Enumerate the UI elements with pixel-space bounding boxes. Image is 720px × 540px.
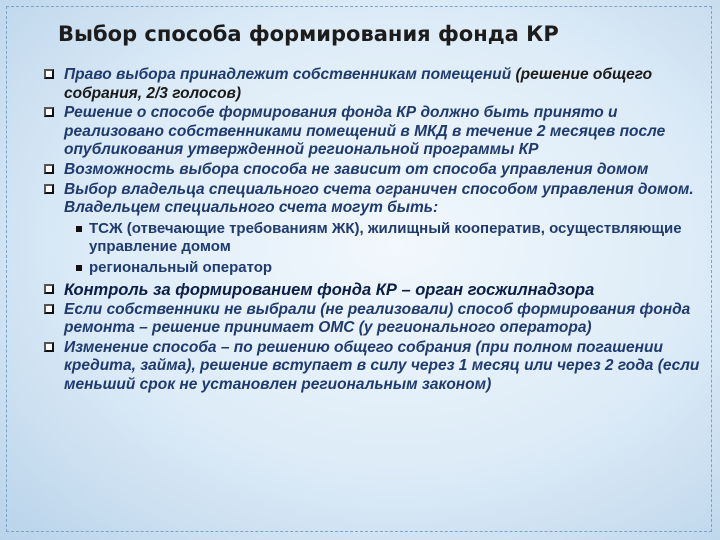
square-bullet-icon — [76, 226, 82, 232]
checkbox-bullet-icon — [44, 164, 54, 174]
bullet-text: Выбор владельца специального счета ограничен способом управления домом. Владельцем специального счета могут быть: — [64, 180, 694, 217]
bullet-item — [44, 161, 704, 180]
checkbox-bullet-icon — [44, 342, 54, 352]
sub-bullet-item — [44, 220, 704, 257]
sub-bullet-text: ТСЖ (отвечающие требованиям ЖК), жилищный кооператив, осуществляющие управление домом — [89, 219, 682, 256]
bullet-text: Решение о способе формирования фонда КР должно быть принято и реализовано собственниками помещений в МКД в течение 2 месяцев после опубликования утвержденной региональной программы КР — [64, 104, 666, 159]
bullet-text: Изменение способа – по решению общего собрания (при полном погашении кредита, займа), решение вступает в силу через 1 месяц или через 2 года (если меньший срок не установлен региональным законом) — [64, 338, 700, 393]
slide-title: Выбор способа формирования фонда КР — [58, 22, 559, 46]
bullet-item — [44, 66, 704, 103]
bullet-lead: Право выбора принадлежит собственникам помещений — [64, 66, 512, 83]
bullet-text: Если собственники не выбрали (не реализовали) способ формирования фонда ремонта – решение принимает ОМС (у регионального оператора) — [64, 300, 691, 337]
checkbox-bullet-icon — [44, 69, 54, 79]
bullet-text: Возможность выбора способа не зависит от способа управления домом — [64, 160, 649, 178]
bullet-item — [44, 301, 704, 338]
bullet-item — [44, 339, 704, 395]
checkbox-bullet-icon — [44, 304, 54, 314]
bullet-item — [44, 181, 704, 218]
slide-content — [44, 66, 704, 396]
square-bullet-icon — [76, 265, 82, 271]
checkbox-bullet-icon — [44, 107, 54, 117]
bullet-rest: (решение общего собрания, 2/3 голосов) — [64, 66, 653, 102]
bullet-item — [44, 281, 704, 300]
checkbox-bullet-icon — [44, 284, 54, 294]
sub-bullet-item — [44, 259, 704, 278]
sub-bullet-text: региональный оператор — [89, 258, 273, 276]
bullet-item — [44, 104, 704, 160]
bullet-text: Контроль за формированием фонда КР – орган госжилнадзора — [64, 280, 595, 299]
checkbox-bullet-icon — [44, 184, 54, 194]
